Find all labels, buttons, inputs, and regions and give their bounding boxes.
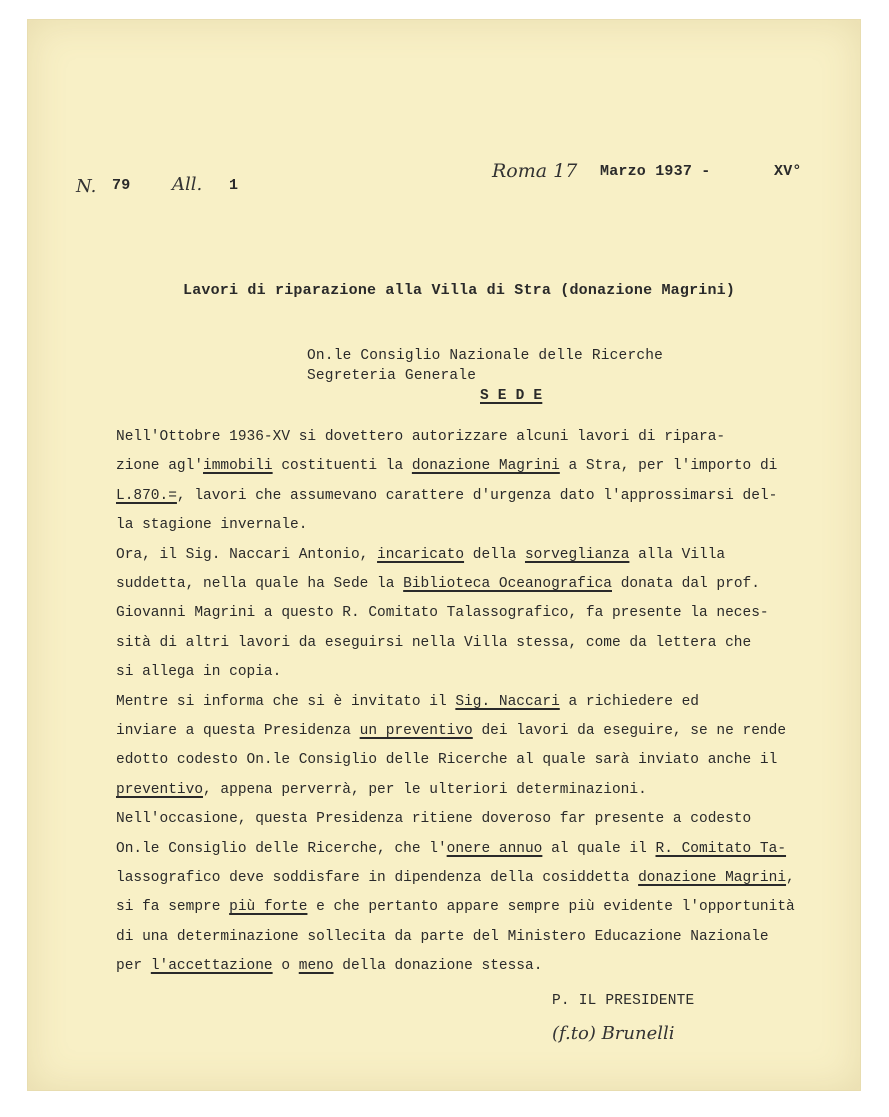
body-line bbox=[116, 635, 751, 651]
body-line bbox=[116, 958, 542, 974]
body-line bbox=[116, 458, 777, 474]
body-line bbox=[116, 664, 281, 680]
body-line bbox=[116, 488, 777, 504]
body-text-segment: , appena perverrà, per le ulteriori determinazioni. bbox=[203, 781, 647, 798]
body-text-segment: per bbox=[116, 958, 151, 975]
body-text-segment: lassografico deve soddisfare in dipendenza della cosiddetta bbox=[116, 870, 639, 886]
body-text-segment: a Stra, per l'importo di bbox=[559, 458, 778, 475]
body-line bbox=[116, 841, 786, 857]
underlined-text: Biblioteca Oceanografica bbox=[403, 576, 612, 592]
body-text-segment: della bbox=[464, 546, 525, 563]
underlined-text: un preventivo bbox=[359, 723, 473, 739]
date-place-handwritten: Roma 17 bbox=[492, 160, 578, 182]
body-line bbox=[116, 899, 795, 915]
body-text-segment: edotto codesto On.le Consiglio delle Ricerche al quale sarà inviato anche il bbox=[116, 752, 778, 769]
recipient-line-3: S E D E bbox=[480, 388, 543, 404]
recipient-line-2: Segreteria Generale bbox=[307, 368, 477, 384]
underlined-text: incaricato bbox=[377, 546, 465, 563]
body-text-segment: Ora, il Sig. Naccari Antonio, bbox=[116, 546, 378, 563]
underlined-text: Sig. Naccari bbox=[455, 693, 560, 710]
body-text-segment: a richiedere ed bbox=[559, 693, 700, 710]
underlined-text: R. Comitato Ta- bbox=[655, 840, 787, 857]
number-label: N. bbox=[76, 176, 97, 197]
underlined-text: onere annuo bbox=[446, 840, 543, 857]
body-line bbox=[116, 547, 725, 563]
body-line bbox=[116, 929, 769, 945]
body-line bbox=[116, 429, 725, 445]
subject-line: Lavori di riparazione alla Villa di Stra (donazione Magrini) bbox=[183, 282, 736, 299]
underlined-text: L.870.= bbox=[116, 487, 177, 504]
number-value: 79 bbox=[112, 177, 131, 194]
body-line bbox=[116, 576, 760, 592]
signature-title: P. IL PRESIDENTE bbox=[552, 993, 695, 1009]
body-text-segment: inviare a questa Presidenza bbox=[116, 723, 360, 739]
era-label: XV° bbox=[774, 163, 802, 180]
body-text-segment: e che pertanto appare sempre più evidente l'opportunità bbox=[307, 899, 795, 916]
body-line bbox=[116, 605, 769, 621]
underlined-text: preventivo bbox=[116, 781, 204, 798]
body-line bbox=[116, 870, 795, 886]
body-text-segment: sità di altri lavori da eseguirsi nella Villa stessa, come da lettera che bbox=[116, 634, 752, 651]
attachments-label: All. bbox=[172, 174, 203, 195]
body-text-segment: Mentre si informa che si è invitato il bbox=[116, 693, 456, 710]
underlined-text: immobili bbox=[203, 458, 273, 475]
body-text-segment: la stagione invernale. bbox=[116, 517, 308, 534]
underlined-text: donazione Magrini bbox=[638, 870, 787, 886]
body-text-segment: costituenti la bbox=[272, 458, 412, 475]
body-text-segment: Giovanni Magrini a questo R. Comitato Talassografico, fa presente la neces- bbox=[116, 605, 769, 622]
attachments-value: 1 bbox=[229, 177, 239, 194]
underlined-text: più forte bbox=[229, 899, 308, 916]
underlined-text: meno bbox=[298, 958, 334, 975]
letter-body bbox=[116, 429, 806, 989]
body-text-segment: della donazione stessa. bbox=[333, 958, 543, 975]
body-text-segment: donata dal prof. bbox=[612, 576, 760, 592]
body-text-segment: si allega in copia. bbox=[116, 664, 282, 681]
body-text-segment: dei lavori da eseguire, se ne rende bbox=[472, 723, 787, 739]
underlined-text: l'accettazione bbox=[150, 958, 273, 975]
body-text-segment: di una determinazione sollecita da parte del Ministero Educazione Nazionale bbox=[116, 928, 769, 945]
body-text-segment: , bbox=[786, 870, 795, 886]
body-line bbox=[116, 517, 307, 533]
body-text-segment: Nell'Ottobre 1936-XV si dovettero autorizzare alcuni lavori di ripara- bbox=[116, 429, 726, 445]
body-text-segment: alla Villa bbox=[629, 546, 726, 563]
underlined-text: donazione Magrini bbox=[411, 458, 560, 475]
underlined-text: sorveglianza bbox=[524, 546, 630, 563]
body-text-segment: al quale il bbox=[542, 840, 656, 857]
body-line bbox=[116, 694, 699, 710]
body-line bbox=[116, 723, 786, 739]
body-line bbox=[116, 782, 647, 798]
signature-handwritten: (f.to) Brunelli bbox=[552, 1023, 675, 1044]
body-text-segment: , lavori che assumevano carattere d'urgenza dato l'approssimarsi del- bbox=[176, 487, 778, 504]
date-typed: Marzo 1937 - bbox=[600, 163, 711, 180]
body-text-segment: Nell'occasione, questa Presidenza ritiene doveroso far presente a codesto bbox=[116, 811, 752, 828]
body-line bbox=[116, 811, 751, 827]
body-text-segment: On.le Consiglio delle Ricerche, che l' bbox=[116, 840, 447, 857]
body-line bbox=[116, 752, 777, 768]
body-text-segment: suddetta, nella quale ha Sede la bbox=[116, 576, 404, 592]
body-text-segment: zione agl' bbox=[116, 458, 204, 475]
body-text-segment: si fa sempre bbox=[116, 899, 230, 916]
body-text-segment: o bbox=[272, 958, 299, 975]
recipient-line-1: On.le Consiglio Nazionale delle Ricerche bbox=[307, 348, 664, 364]
